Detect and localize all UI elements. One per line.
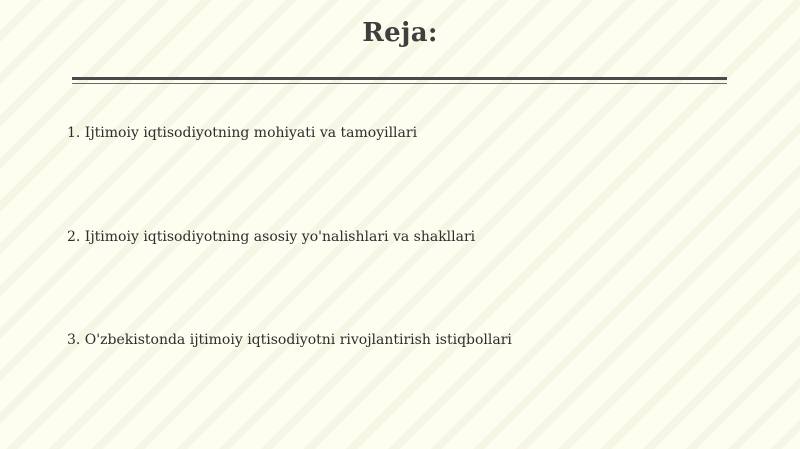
plan-item-2: 2. Ijtimoiy iqtisodiyotning asosiy yo'nalishlari va shakllari — [67, 229, 476, 245]
plan-item-3: 3. O'zbekistonda ijtimoiy iqtisodiyotni rivojlantirish istiqbollari — [67, 332, 512, 348]
title-divider-thin — [72, 83, 727, 84]
slide-title: Reja: — [362, 18, 438, 48]
plan-item-1: 1. Ijtimoiy iqtisodiyotning mohiyati va tamoyillari — [67, 125, 418, 141]
title-divider-thick — [72, 77, 727, 80]
